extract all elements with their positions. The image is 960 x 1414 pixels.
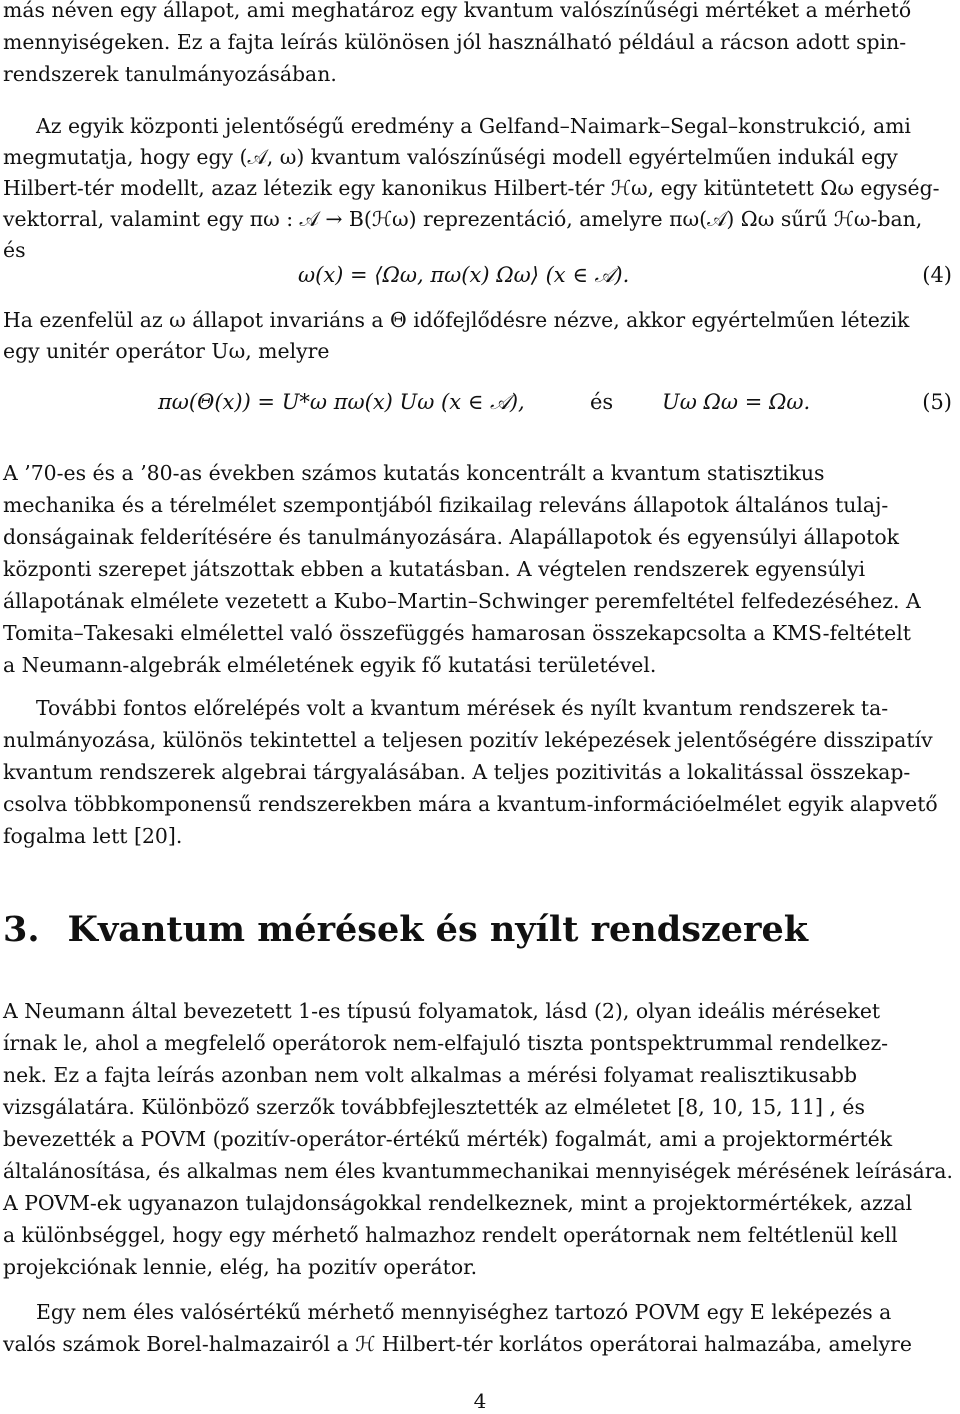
- text-line: A Neumann által bevezetett 1-es típusú folyamatok, lásd (2), olyan ideális méréseket: [3, 999, 881, 1023]
- text-line: nulmányozása, különös tekintettel a teljesen pozitív leképezések jelentőségére disszipatív: [3, 728, 933, 752]
- text-line: egy unitér operátor Uω, melyre: [3, 339, 330, 363]
- text-line: csolva többkomponensű rendszerekben mára a kvantum-információelmélet egyik alapvető: [3, 792, 938, 816]
- text-line: rendszerek tanulmányozásában.: [3, 62, 337, 86]
- section-heading: [3, 906, 808, 954]
- text-line: fogalma lett [20].: [3, 824, 183, 848]
- text-line: Ha ezenfelül az ω állapot invariáns a Θ időfejlődésre nézve, akkor egyértelműen létezik: [3, 308, 910, 332]
- text-line: vizsgálatára. Különböző szerzők továbbfejlesztették az elméletet [8, 10, 15, 11] , és: [3, 1095, 865, 1119]
- text-line: Tomita–Takesaki elmélettel való összefüggés hamarosan összekapcsolta a KMS-feltételt: [3, 621, 911, 645]
- section-number: 3.: [3, 909, 40, 950]
- equation-4: ω(x) = ⟨Ωω, πω(x) Ωω⟩ (x ∈ 𝒜).: [298, 263, 630, 287]
- text-line: más néven egy állapot, ami meghatároz egy kvantum valószínűségi mértéket a mérhető: [3, 0, 912, 22]
- text-line: Az egyik központi jelentőségű eredmény a Gelfand–Naimark–Segal–konstrukció, ami: [36, 114, 911, 138]
- text-line: Hilbert-tér modellt, azaz létezik egy kanonikus Hilbert-tér ℋω, egy kitüntetett Ωω egység-: [3, 176, 940, 200]
- equation-number: (4): [922, 263, 952, 287]
- text-line: állapotának elmélete vezetett a Kubo–Martin–Schwinger peremfeltétel felfedezéséhez. A: [3, 589, 921, 613]
- text-line: mennyiségeken. Ez a fajta leírás különösen jól használható például a rácson adott spin-: [3, 30, 907, 54]
- text-line: vektorral, valamint egy πω : 𝒜 → B(ℋω) reprezentáció, amelyre πω(𝒜) Ωω sűrű ℋω-ban,: [3, 207, 923, 231]
- text-line: mechanika és a térelmélet szempontjából fizikailag releváns állapotok általános tulaj-: [3, 493, 889, 517]
- text-line: központi szerepet játszottak ebben a kutatásban. A végtelen rendszerek egyensúlyi: [3, 557, 866, 581]
- text-line: valós számok Borel-halmazairól a ℋ Hilbert-tér korlátos operátorai halmazába, amelyre: [3, 1332, 912, 1356]
- text-line: írnak le, ahol a megfelelő operátorok nem-elfajuló tiszta pontspektrummal rendelkez-: [3, 1031, 889, 1055]
- equation-5-right: Uω Ωω = Ωω.: [662, 390, 811, 414]
- text-line: a különbséggel, hogy egy mérhető halmazhoz rendelt operátornak nem feltétlenül kell: [3, 1223, 898, 1247]
- text-line: bevezették a POVM (pozitív-operátor-értékű mérték) fogalmát, ami a projektormérték: [3, 1127, 893, 1151]
- text-line: általánosítása, és alkalmas nem éles kvantummechanikai mennyiségek mérésének leírására.: [3, 1159, 953, 1183]
- text-line: megmutatja, hogy egy (𝒜, ω) kvantum valószínűségi modell egyértelműen indukál egy: [3, 145, 898, 169]
- equation-5-conjunction: és: [590, 390, 614, 414]
- section-title: Kvantum mérések és nyílt rendszerek: [67, 909, 808, 950]
- equation-number: (5): [922, 390, 952, 414]
- text-line: A POVM-ek ugyanazon tulajdonságokkal rendelkeznek, mint a projektormértékek, azzal: [3, 1191, 913, 1215]
- equation-5-left: πω(Θ(x)) = U*ω πω(x) Uω (x ∈ 𝒜),: [158, 390, 525, 414]
- text-line: projekciónak lennie, elég, ha pozitív operátor.: [3, 1255, 478, 1279]
- text-line: További fontos előrelépés volt a kvantum mérések és nyílt kvantum rendszerek ta-: [36, 696, 889, 720]
- text-line: nek. Ez a fajta leírás azonban nem volt alkalmas a mérési folyamat realisztikusabb: [3, 1063, 858, 1087]
- text-line: A ’70-es és a ’80-as években számos kutatás koncentrált a kvantum statisztikus: [3, 461, 825, 485]
- text-line: a Neumann-algebrák elméletének egyik fő kutatási területével.: [3, 653, 657, 677]
- text-line: Egy nem éles valósértékű mérhető mennyiséghez tartozó POVM egy E leképezés a: [36, 1300, 892, 1324]
- text-line: kvantum rendszerek algebrai tárgyalásában. A teljes pozitivitás a lokalitással összekap-: [3, 760, 911, 784]
- text-line: donságainak felderítésére és tanulmányozására. Alapállapotok és egyensúlyi állapotok: [3, 525, 899, 549]
- text-line: és: [3, 238, 26, 262]
- page-number: 4: [473, 1389, 487, 1413]
